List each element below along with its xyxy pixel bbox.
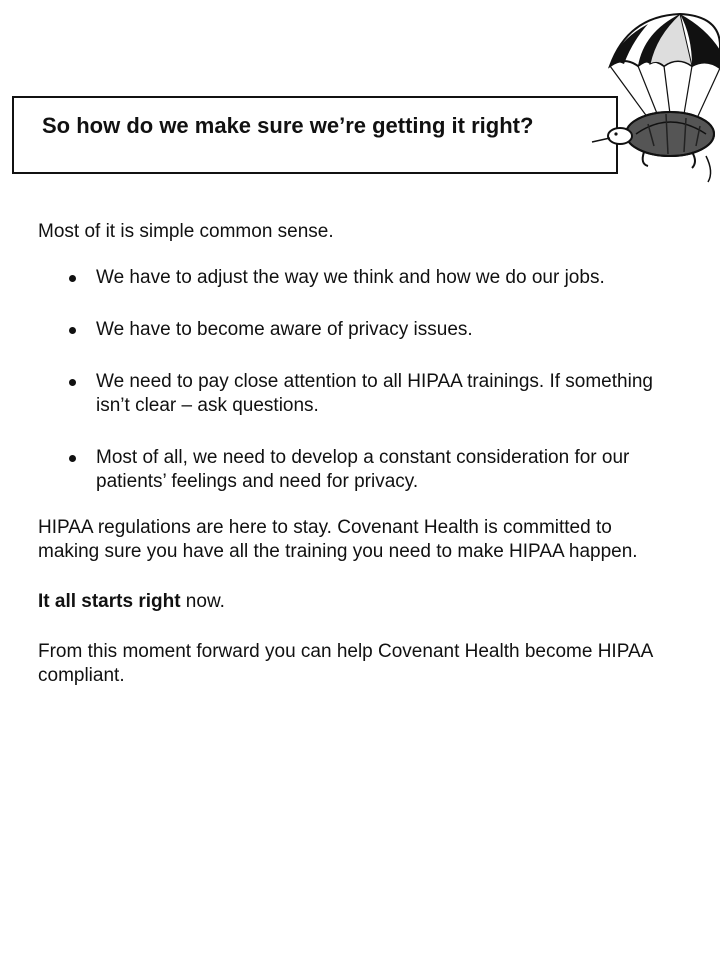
bullet-text: Most of all, we need to develop a constant consideration for our patients’ feelings and need for privacy. xyxy=(96,447,630,492)
bullet-icon xyxy=(69,455,76,462)
title-box xyxy=(12,96,618,174)
intro-text: Most of it is simple common sense. xyxy=(38,221,334,242)
bullet-item xyxy=(38,318,678,342)
bullet-text: We have to adjust the way we think and how we do our jobs. xyxy=(96,267,605,288)
starts-now-line xyxy=(38,590,678,614)
page-title: So how do we make sure we’re getting it right? xyxy=(42,113,534,138)
bullet-item xyxy=(38,370,678,418)
starts-rest-text: now. xyxy=(180,591,225,612)
content-body xyxy=(38,220,678,688)
bullet-item xyxy=(38,266,678,290)
bullet-text: We have to become aware of privacy issues. xyxy=(96,319,473,340)
parachuting-turtle-icon xyxy=(588,6,720,186)
bullet-icon xyxy=(69,379,76,386)
regulations-paragraph: HIPAA regulations are here to stay. Covenant Health is committed to making sure you have all the training you need to make HIPAA happen. xyxy=(38,517,638,562)
starts-bold-text: It all starts right xyxy=(38,591,181,612)
bullet-item xyxy=(38,446,678,494)
bullet-text: We need to pay close attention to all HIPAA trainings. If something isn’t clear – ask questions. xyxy=(96,371,653,416)
compliance-paragraph: From this moment forward you can help Covenant Health become HIPAA compliant. xyxy=(38,641,653,686)
bullet-list xyxy=(38,266,678,494)
bullet-icon xyxy=(69,275,76,282)
bullet-icon xyxy=(69,327,76,334)
